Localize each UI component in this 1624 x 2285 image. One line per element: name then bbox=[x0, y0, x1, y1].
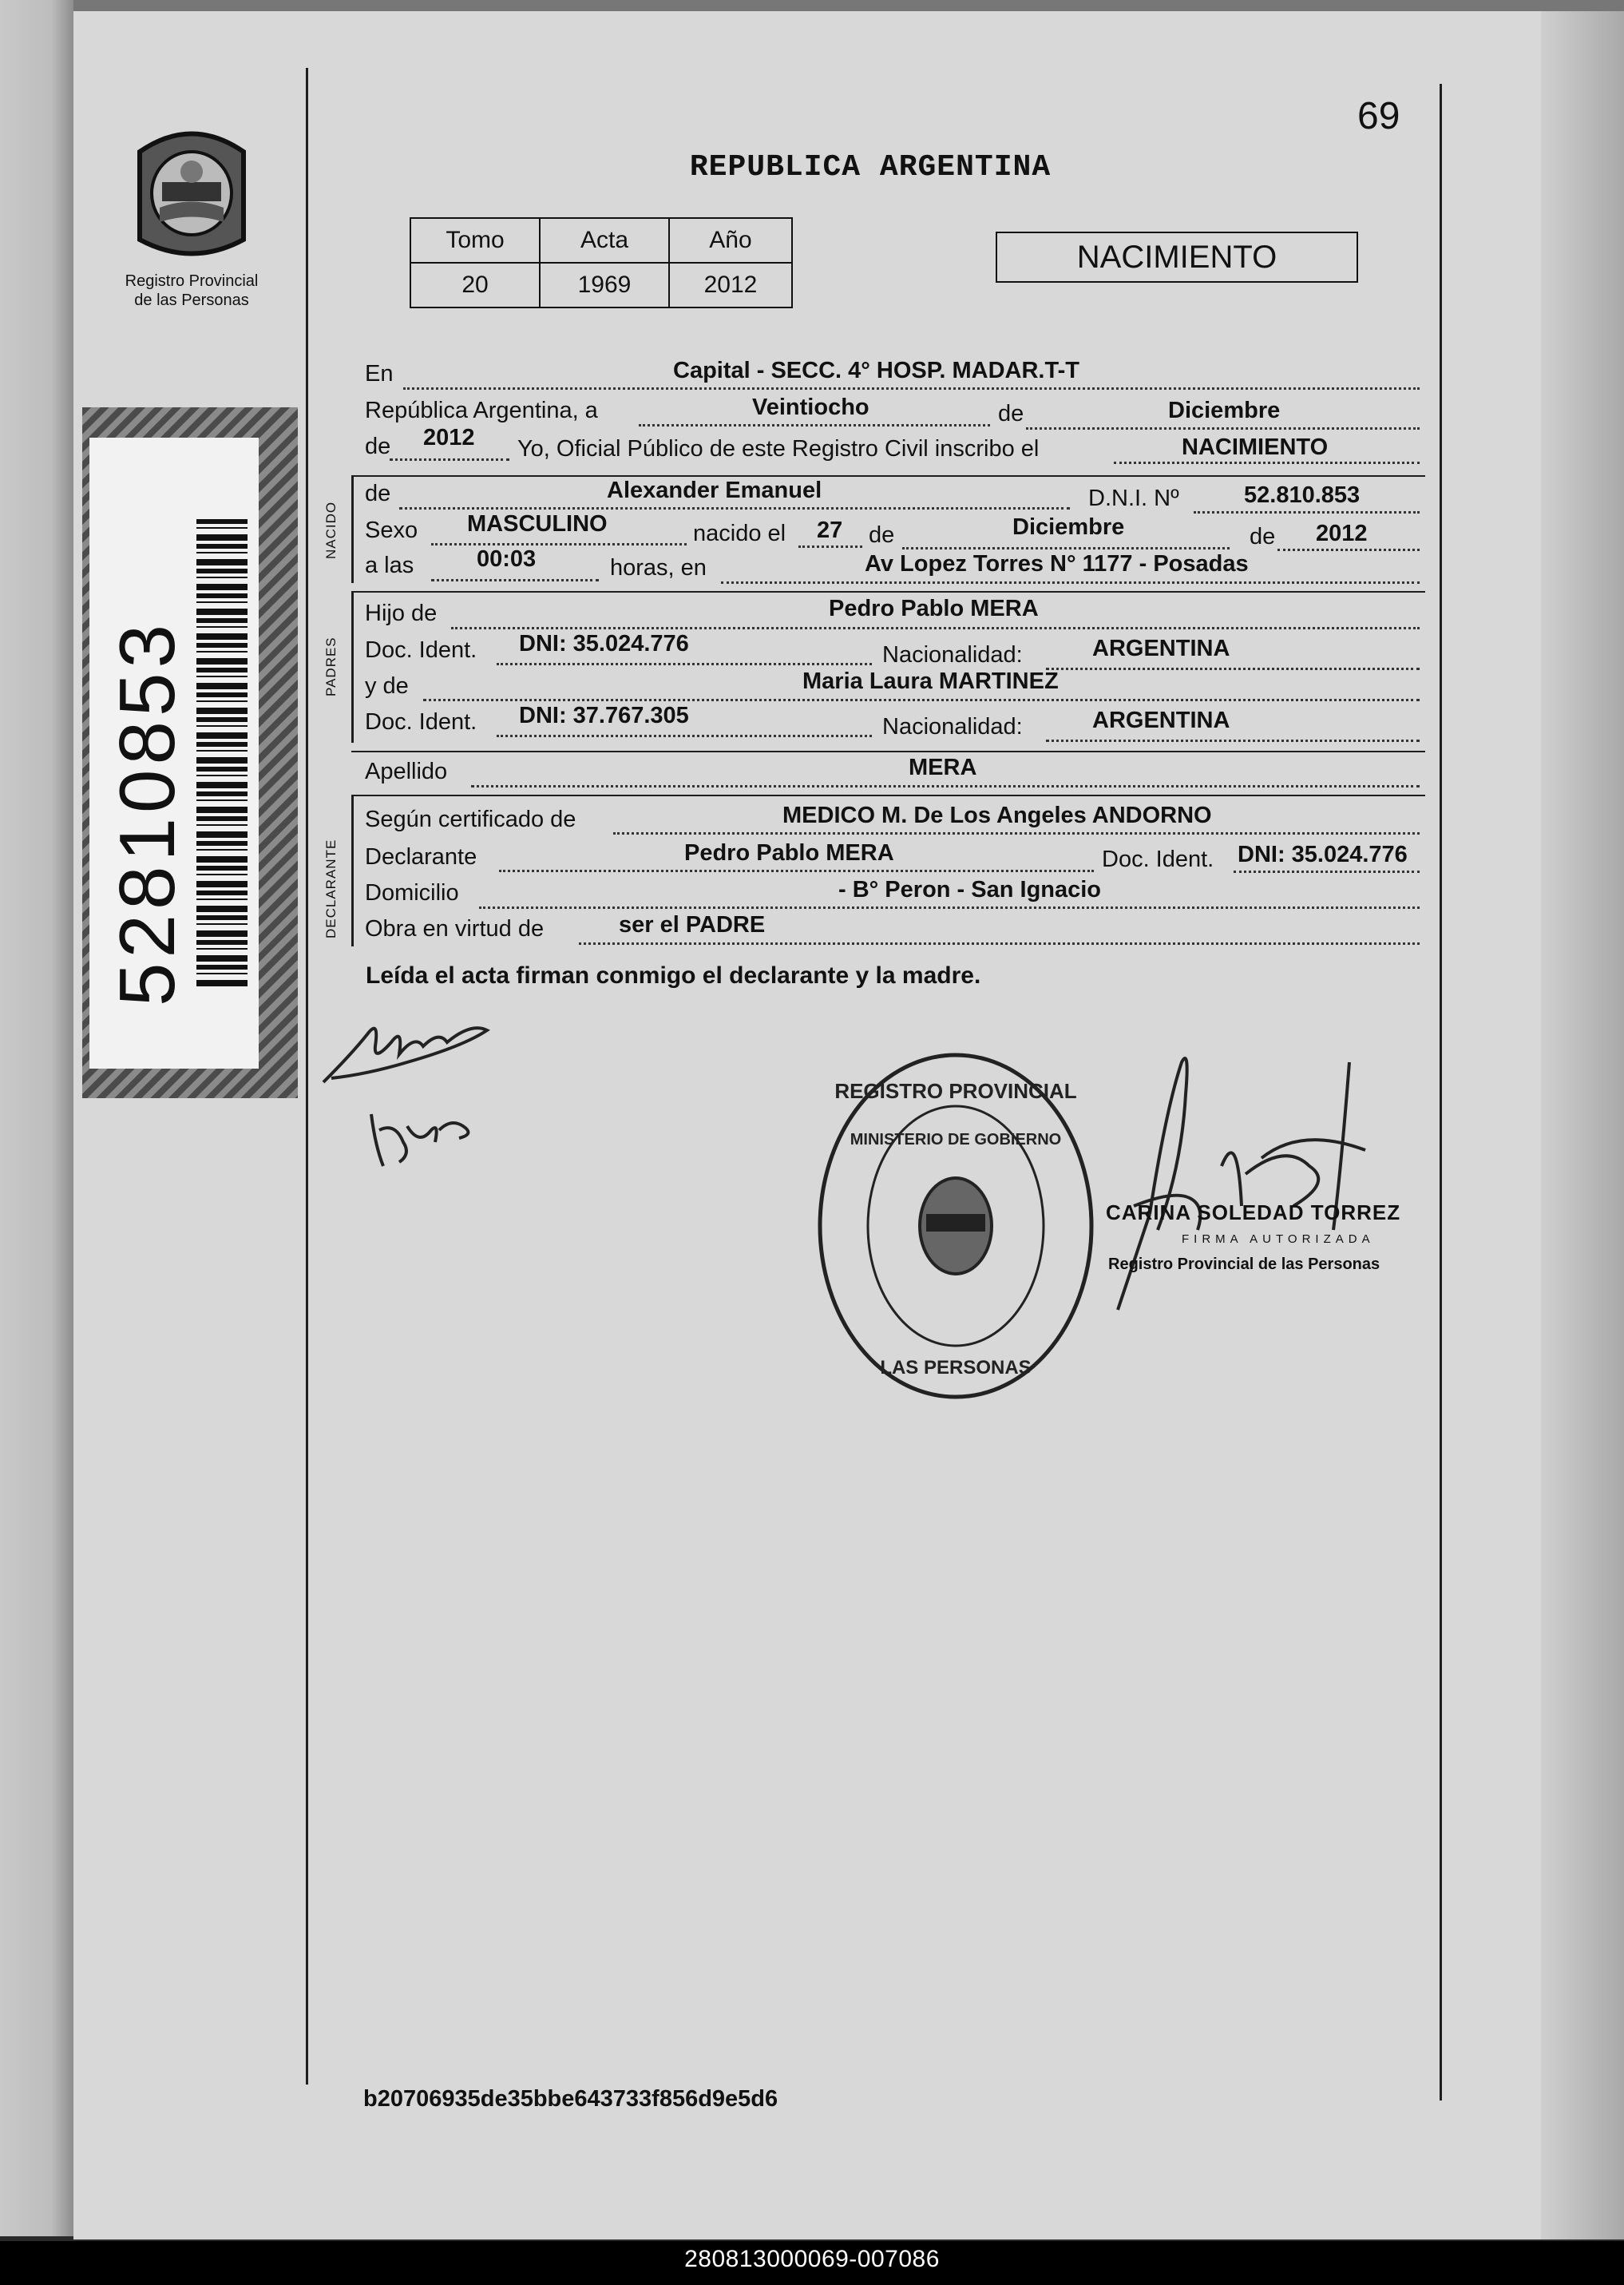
label-de-mes-nac: de bbox=[869, 522, 895, 548]
logo-caption bbox=[104, 272, 279, 310]
dotted-line bbox=[451, 627, 1420, 629]
section-divider bbox=[351, 795, 1425, 796]
label-doc-ident-declarante: Doc. Ident. bbox=[1102, 847, 1214, 872]
section-label-declarante: DECLARANTE bbox=[323, 839, 339, 938]
value-nombre: Alexander Emanuel bbox=[607, 478, 822, 503]
label-a-las: a las bbox=[365, 553, 414, 578]
value-mes: Diciembre bbox=[1168, 398, 1281, 423]
value-anio: 2012 bbox=[423, 425, 475, 450]
value-mes-nac: Diciembre bbox=[1012, 514, 1125, 540]
official-signature bbox=[1102, 1046, 1389, 1318]
label-de-anio: de bbox=[365, 434, 391, 459]
value-acta: 1969 bbox=[540, 263, 669, 307]
label-sexo: Sexo bbox=[365, 518, 418, 543]
label-nacido-el: nacido el bbox=[693, 521, 786, 546]
value-madre-dni: DNI: 37.767.305 bbox=[519, 703, 689, 728]
official-role: FIRMA AUTORIZADA bbox=[1182, 1232, 1375, 1246]
mother-signature bbox=[363, 1098, 483, 1178]
svg-text:REGISTRO PROVINCIAL: REGISTRO PROVINCIAL bbox=[834, 1079, 1077, 1103]
header-anio: Año bbox=[669, 218, 792, 263]
record-table-value-row bbox=[410, 263, 792, 307]
province-emblem bbox=[124, 120, 259, 260]
facing-page-edge bbox=[0, 0, 73, 2236]
record-table bbox=[410, 217, 793, 308]
section-bracket-padres bbox=[351, 591, 354, 743]
value-anio-nac: 2012 bbox=[1316, 521, 1368, 546]
dotted-line bbox=[1046, 668, 1420, 670]
value-acto: NACIMIENTO bbox=[1182, 434, 1329, 460]
dotted-line bbox=[431, 579, 599, 581]
label-doc-ident-padre: Doc. Ident. bbox=[365, 637, 477, 663]
label-segun-certificado: Según certificado de bbox=[365, 807, 576, 832]
right-margin-line bbox=[1440, 84, 1442, 2101]
section-divider bbox=[351, 591, 1425, 593]
logo-caption-line1: Registro Provincial bbox=[125, 272, 259, 290]
value-dni: 52.810.853 bbox=[1244, 482, 1361, 508]
label-de-anio-nac: de bbox=[1250, 524, 1276, 549]
value-padre-nacionalidad: ARGENTINA bbox=[1092, 636, 1230, 661]
dotted-line bbox=[1234, 871, 1420, 873]
dotted-line bbox=[1114, 462, 1420, 464]
dotted-line bbox=[613, 832, 1420, 835]
section-label-nacido: NACIDO bbox=[323, 501, 339, 559]
dotted-line bbox=[423, 699, 1420, 701]
value-madre: Maria Laura MARTINEZ bbox=[802, 668, 1059, 694]
value-domicilio: - B° Peron - San Ignacio bbox=[838, 877, 1102, 902]
footer-code: 280813000069-007086 bbox=[684, 2246, 940, 2272]
dotted-line bbox=[1277, 549, 1420, 551]
label-doc-ident-madre: Doc. Ident. bbox=[365, 709, 477, 735]
section-bracket-nacido bbox=[351, 475, 354, 583]
svg-text:MINISTERIO DE GOBIERNO: MINISTERIO DE GOBIERNO bbox=[850, 1131, 1062, 1148]
dotted-line bbox=[1046, 740, 1420, 742]
dotted-line bbox=[902, 547, 1230, 549]
document-title: REPUBLICA ARGENTINA bbox=[689, 150, 1052, 184]
left-margin-line bbox=[306, 68, 308, 2085]
dotted-line bbox=[497, 735, 872, 737]
official-name: CARINA SOLEDAD TORREZ bbox=[1106, 1200, 1401, 1224]
value-lugar: Capital - SECC. 4° HOSP. MADAR.T-T bbox=[673, 358, 1079, 383]
label-yo-oficial: Yo, Oficial Público de este Registro Civil inscribo el bbox=[517, 436, 1040, 462]
dotted-line bbox=[497, 663, 872, 665]
section-divider bbox=[351, 475, 1425, 477]
value-apellido: MERA bbox=[909, 755, 977, 780]
dotted-line bbox=[390, 458, 509, 461]
declarant-signature bbox=[319, 998, 495, 1094]
dotted-line bbox=[471, 785, 1420, 787]
barcode-bars bbox=[196, 519, 248, 986]
value-anio: 2012 bbox=[669, 263, 792, 307]
official-office: Registro Provincial de las Personas bbox=[1108, 1256, 1380, 1273]
value-declarante-dni: DNI: 35.024.776 bbox=[1238, 842, 1408, 867]
page-number: 69 bbox=[1357, 95, 1400, 137]
label-apellido: Apellido bbox=[365, 759, 448, 784]
label-declarante: Declarante bbox=[365, 844, 477, 870]
header-acta: Acta bbox=[540, 218, 669, 263]
value-padre-dni: DNI: 35.024.776 bbox=[519, 631, 689, 657]
dotted-line bbox=[399, 507, 1070, 510]
official-seal bbox=[814, 1050, 1098, 1402]
section-divider bbox=[351, 751, 1425, 752]
value-padre: Pedro Pablo MERA bbox=[829, 596, 1039, 621]
dotted-line bbox=[639, 424, 990, 426]
value-obra: ser el PADRE bbox=[619, 912, 766, 938]
dotted-line bbox=[403, 387, 1420, 390]
value-dia-letras: Veintiocho bbox=[752, 395, 869, 420]
section-bracket-declarante bbox=[351, 795, 354, 946]
label-de-mes: de bbox=[998, 401, 1024, 426]
dotted-line bbox=[479, 906, 1420, 909]
label-dni: D.N.I. Nº bbox=[1088, 486, 1179, 511]
label-de-nombre: de bbox=[365, 481, 391, 506]
label-obra-en-virtud: Obra en virtud de bbox=[365, 916, 545, 942]
label-horas-en: horas, en bbox=[610, 555, 707, 581]
value-madre-nacionalidad: ARGENTINA bbox=[1092, 708, 1230, 733]
page-edge-shadow bbox=[1541, 11, 1624, 2239]
label-en: En bbox=[365, 361, 394, 387]
dotted-line bbox=[1194, 511, 1420, 514]
label-nacionalidad-padre: Nacionalidad: bbox=[882, 642, 1023, 668]
value-dia-nac: 27 bbox=[817, 518, 843, 543]
closing-note: Leída el acta firman conmigo el declarante y la madre. bbox=[366, 962, 981, 989]
section-label-padres: PADRES bbox=[323, 637, 339, 696]
value-lugar-nac: Av Lopez Torres N° 1177 - Posadas bbox=[865, 551, 1249, 577]
record-table-header-row bbox=[410, 218, 792, 263]
header-tomo: Tomo bbox=[410, 218, 540, 263]
label-republica: República Argentina, a bbox=[365, 398, 598, 423]
value-hora: 00:03 bbox=[477, 546, 537, 572]
label-nacionalidad-madre: Nacionalidad: bbox=[882, 714, 1023, 740]
value-sexo: MASCULINO bbox=[467, 511, 608, 537]
dotted-line bbox=[431, 543, 687, 545]
label-domicilio: Domicilio bbox=[365, 880, 459, 906]
dotted-line bbox=[798, 545, 862, 548]
value-certificado: MEDICO M. De Los Angeles ANDORNO bbox=[782, 803, 1212, 828]
label-hijo-de: Hijo de bbox=[365, 601, 438, 626]
svg-text:LAS PERSONAS: LAS PERSONAS bbox=[880, 1357, 1032, 1379]
value-declarante: Pedro Pablo MERA bbox=[684, 840, 894, 866]
logo-caption-line2: de las Personas bbox=[134, 292, 249, 309]
dotted-line bbox=[721, 581, 1420, 584]
barcode-number: 52810853 bbox=[103, 619, 191, 1006]
label-y-de: y de bbox=[365, 673, 409, 699]
record-type-box: NACIMIENTO bbox=[996, 232, 1358, 283]
value-tomo: 20 bbox=[410, 263, 540, 307]
dotted-line bbox=[1026, 427, 1420, 430]
document-hash: b20706935de35bbe643733f856d9e5d6 bbox=[363, 2086, 778, 2112]
dotted-line bbox=[579, 942, 1420, 945]
dotted-line bbox=[499, 870, 1094, 872]
